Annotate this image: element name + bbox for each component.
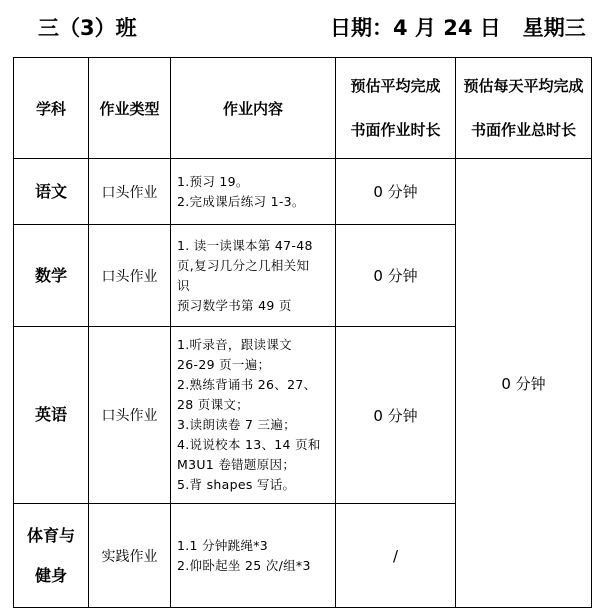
subject-line: 体育与 [26,525,75,545]
type-cell: 实践作业 [89,504,171,608]
content-line: 2.熟练背诵书 26、27、 [177,377,317,392]
content-cell [171,225,336,327]
content-line: 1.1 分钟跳绳*3 [177,537,269,553]
class-title: 三（3）班 [38,16,137,40]
content-line: 1. 读一读课本第 47-48 [177,237,313,253]
subject-cell: 数学 [14,225,89,327]
content-line: 26-29 页一遍； [177,357,271,372]
content-line: 页,复习几分之几相关知 [177,257,310,273]
content-line: 1.预习 19。 [177,173,249,189]
content-line: 28 页课文； [177,397,249,412]
content-line: 5.背 shapes 写话。 [177,477,296,492]
header-avg-time [336,58,456,159]
content-line: 1.听录音，跟读课文 [177,337,292,352]
header-total-time [456,58,592,159]
header-type: 作业类型 [89,58,171,159]
type-cell: 口头作业 [89,327,171,504]
avg-time-cell: 0 分钟 [336,327,456,504]
table-row-chinese [14,159,592,225]
header-content: 作业内容 [171,58,336,159]
subject-cell [14,504,89,608]
date-title: 日期：4 月 24 日 星期三 [330,16,586,40]
total-time-cell: 0 分钟 [456,159,592,608]
avg-time-cell: / [336,504,456,608]
content-line: 识 [177,277,190,293]
content-cell [171,159,336,225]
header-subject: 学科 [14,58,89,159]
type-cell: 口头作业 [89,225,171,327]
table-header-row [14,58,592,159]
content-line: 2.仰卧起坐 25 次/组*3 [177,557,311,573]
header-total-time-line2: 书面作业总时长 [470,121,576,139]
header-total-time-line1: 预估每天平均完成 [463,77,584,95]
header-avg-time-line2: 书面作业时长 [350,121,441,139]
content-line: 4.说说校本 13、14 页和 [177,437,321,452]
avg-time-cell: 0 分钟 [336,225,456,327]
content-line: 2.完成课后练习 1-3。 [177,193,305,209]
subject-cell: 语文 [14,159,89,225]
header-avg-time-line1: 预估平均完成 [350,77,441,95]
type-cell: 口头作业 [89,159,171,225]
content-line: 3.读朗读卷 7 三遍； [177,417,296,432]
content-line: M3U1 卷错题原因； [177,457,296,472]
content-cell [171,504,336,608]
content-line: 预习数学书第 49 页 [177,297,292,313]
content-cell [171,327,336,504]
homework-table [13,57,592,608]
avg-time-cell: 0 分钟 [336,159,456,225]
subject-cell: 英语 [14,327,89,504]
subject-line: 健身 [34,565,67,585]
